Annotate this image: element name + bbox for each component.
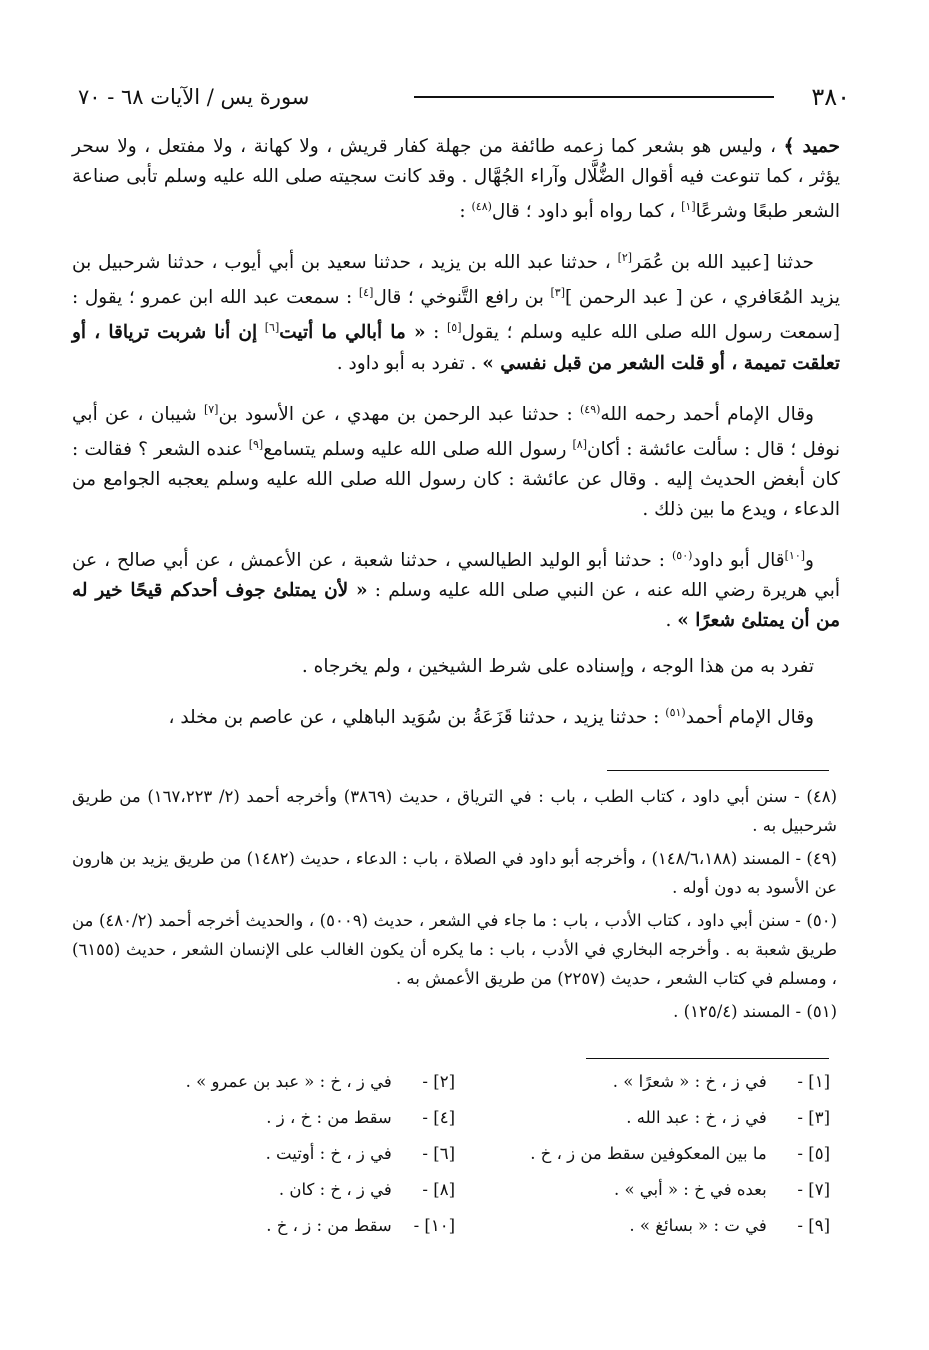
paragraph: [72, 541, 840, 636]
variant-note: [100, 1210, 455, 1242]
text-segment: وقال الإمام أحمد: [685, 707, 814, 729]
variant-text: في ز ، خ : عبد الله .: [626, 1108, 767, 1127]
page-header: [78, 80, 850, 114]
text-segment: تفرد به من هذا الوجه ، وإسناده على شرط الشيخين ، ولم يخرجاه .: [301, 656, 814, 678]
text-segment: وقال الإمام أحمد رحمه الله: [600, 403, 814, 425]
variant-text: ما بين المعكوفين سقط من ز ، خ .: [530, 1144, 767, 1163]
text-segment: : سمعت عبد الله ابن عمرو ؛ يقول : [سمعت رسول الله صلى الله عليه وسلم ؛ يقول: [72, 287, 841, 344]
text-segment: ، حدثنا عبد الله بن يزيد ، حدثنا سعيد بن أبي أيوب ، حدثنا شرحبيل بن يزيد المُعَافري ، عن [ عبد الرحمن ]: [72, 252, 840, 309]
variant-note: [475, 1174, 830, 1206]
text-segment: و: [805, 550, 814, 572]
text-segment: : حدثنا عبد الرحمن بن مهدي ، عن الأسود بن: [218, 403, 580, 425]
text-segment: عنده الشعر ؟ فقالت : كان أبغض الحديث إليه . وقال عن عائشة : كان رسول الله صلى الله عليه وسلم يعجبه الجوامع من الدعاء ، ويدع ما بين ذلك .: [72, 438, 840, 520]
hadith-quote: « ما أبالي ما أتيت: [279, 322, 426, 344]
footnotes: [72, 782, 837, 1030]
reference-marker: [٦]: [264, 321, 280, 335]
reference-marker: [١٠]: [784, 548, 806, 562]
running-title: سورة يس / الآيات ٦٨ - ٧٠: [78, 85, 310, 109]
text-segment: :: [425, 322, 447, 344]
reference-marker: [٢]: [617, 251, 633, 265]
paragraph: [72, 652, 840, 682]
text-segment: : حدثنا يزيد ، حدثنا قَزَعَةُ بن سُوَيد الباهلي ، عن عاصم بن مخلد ،: [168, 707, 666, 729]
variant-marker: [٤] -: [422, 1108, 455, 1127]
text-segment: قال أبو داود: [692, 550, 785, 572]
reference-marker: [٨]: [572, 437, 588, 451]
text-segment: رسول الله صلى الله عليه وسلم يتسامع: [263, 438, 573, 460]
variant-note: [100, 1174, 455, 1206]
variant-text: في ت : « بسائغ » .: [629, 1216, 767, 1235]
variant-marker: [٥] -: [797, 1144, 830, 1163]
reference-marker: (٤٩): [580, 402, 601, 416]
reference-marker: [٤]: [358, 286, 374, 300]
variant-marker: [٣] -: [797, 1108, 830, 1127]
text-segment: حدثنا [عبيد الله بن عُمَر: [632, 252, 814, 274]
hadith-quote: إن أنا شربت ترياقا ، أو تعلقت تميمة ، أو قلت الشعر من قبل نفسي »: [72, 322, 840, 374]
variant-marker: [٧] -: [797, 1180, 830, 1199]
text-segment: :: [459, 201, 472, 223]
reference-marker: (٥٠): [671, 548, 693, 562]
variant-marker: [٨] -: [422, 1180, 455, 1199]
variant-note: [100, 1102, 455, 1134]
text-segment: ، كما رواه أبو داود ؛ قال: [491, 201, 682, 223]
paragraph: [72, 243, 840, 378]
paragraph: [72, 132, 840, 227]
reference-marker: (٤٨): [471, 200, 492, 213]
variant-text: سقط من : ز ، خ .: [266, 1216, 392, 1235]
hadith-quote: حميد ﴾: [783, 136, 840, 157]
variant-marker: [٦] -: [422, 1144, 455, 1163]
variant-note: [475, 1210, 830, 1242]
variant-marker: [٩] -: [797, 1216, 830, 1235]
text-segment: بن رافع التَّنوخي ؛ قال: [373, 287, 551, 309]
text-segment: [257, 323, 265, 344]
variant-text: سقط من : خ ، ز .: [266, 1108, 392, 1127]
variant-text: في ز ، خ : « عبد بن عمرو » .: [185, 1072, 392, 1091]
text-segment: : حدثنا أبو الوليد الطيالسي ، حدثنا شعبة ، عن الأعمش ، عن أبي صالح ، عن أبي هريرة رضي الله عنه ، عن النبي صلى الله عليه وسلم :: [72, 550, 840, 602]
paragraph: [72, 395, 840, 525]
variant-text: بعده في خ : « أبي » .: [613, 1180, 767, 1199]
reference-marker: (٥١): [665, 706, 686, 720]
text-segment: شيبان ، عن أبي نوفل ؛ قال : سألت عائشة : أكان: [72, 403, 840, 460]
reference-marker: [١]: [681, 200, 696, 213]
textual-variants: [100, 1066, 830, 1242]
variant-note: [100, 1138, 455, 1170]
footnote: (٤٩) - المسند (١٤٨/٦،١٨٨) ، وأخرجه أبو داود في الصلاة ، باب : الدعاء ، حديث (١٤٨٢) من طريق يزيد بن هارون عن الأسود به دون أوله .: [72, 849, 837, 897]
variant-note: [100, 1066, 455, 1098]
footnote: (٤٨) - سنن أبي داود ، كتاب الطب ، باب : في الترياق ، حديث (٣٨٦٩) وأخرجه أحمد (٢/ ١٦٧،٢٢٣) من طريق شرحبيل به .: [72, 787, 837, 835]
reference-marker: [٥]: [446, 321, 462, 335]
variant-note: [475, 1102, 830, 1134]
reference-marker: [٣]: [550, 286, 565, 300]
text-segment: .: [665, 610, 678, 632]
variant-note: [475, 1138, 830, 1170]
footnote: (٥١) - المسند (١٢٥/٤) .: [673, 1002, 837, 1021]
text-segment: . تفرد به أبو داود .: [336, 352, 483, 374]
variant-text: في ز ، خ : كان .: [278, 1180, 392, 1199]
variant-marker: [١] -: [797, 1072, 830, 1091]
paragraph: [72, 698, 840, 733]
variant-marker: [١٠] -: [413, 1216, 455, 1235]
hadith-quote: « لأن يمتلئ جوف أحدكم قيحًا خير له من أن يمتلئ شعرًا »: [72, 580, 840, 632]
footnote-divider: [607, 770, 829, 771]
variant-note: [475, 1066, 830, 1098]
text-segment: ، وليس هو بشعر كما زعمه طائفة من جهلة كفار قريش ، ولا كهانة ، ولا مفتعل ، ولا سحر يؤثر ، كما تنوعت فيه أقوال الضُّلَّال وآراء الجُهَّال . وقد كانت سجيته صلى الله عليه وسلم تأبى صناعة الشعر طبعًا وشرعًا: [72, 136, 840, 223]
variants-divider: [586, 1058, 829, 1059]
footnote: (٥٠) - سنن أبي داود ، كتاب الأدب ، باب : ما جاء في الشعر ، حديث (٥٠٠٩) ، والحديث أخرجه أحمد (٤٨٠/٢) من طريق شعبة به . وأخرجه البخاري في الأدب ، باب : ما يكره أن يكون الغالب على الإنسان الشعر ، حديث (٦١٥٥) ، ومسلم في كتاب الشعر ، حديث (٢٢٥٧) من طريق الأعمش به .: [72, 911, 838, 988]
variant-text: في ز ، خ : أوتيت .: [265, 1144, 392, 1163]
page-number: ٣٨٠: [811, 83, 850, 111]
variant-marker: [٢] -: [422, 1072, 455, 1091]
variant-text: في ز ، خ : « شعرًا » .: [612, 1072, 767, 1091]
reference-marker: [٧]: [203, 402, 219, 416]
main-text: [72, 132, 840, 749]
header-rule: [414, 96, 774, 98]
reference-marker: [٩]: [248, 437, 264, 451]
